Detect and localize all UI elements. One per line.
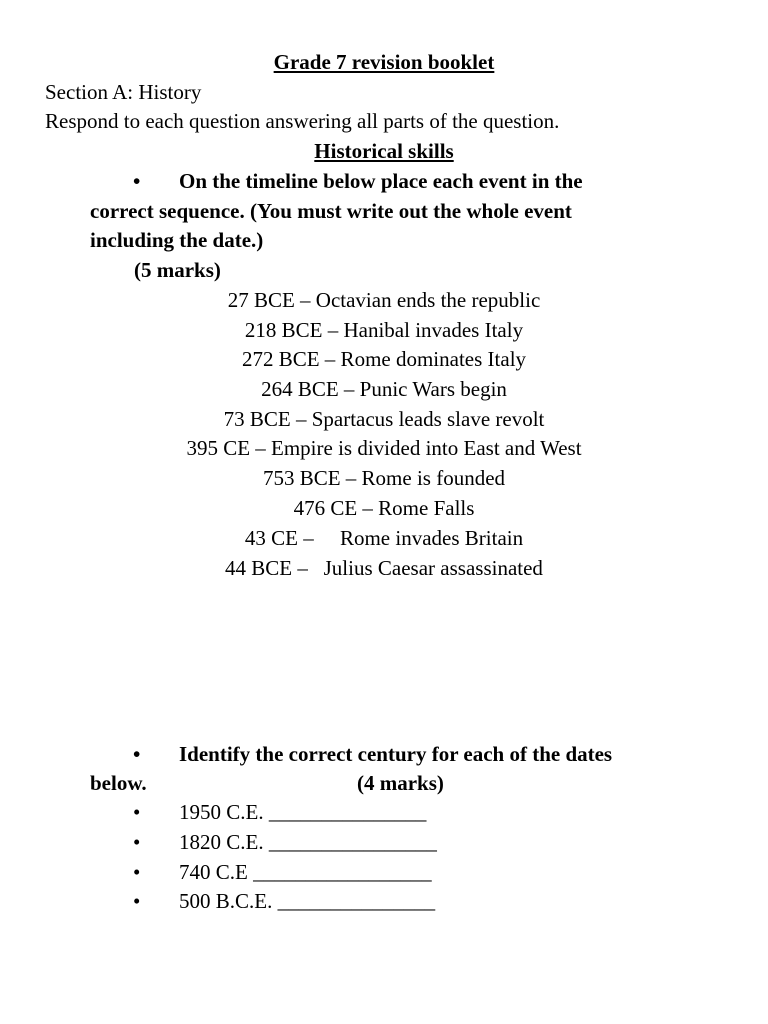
section-heading: Section A: History	[45, 80, 202, 104]
event-item: 272 BCE – Rome dominates Italy	[241, 347, 527, 371]
answer-line[interactable]: 500 B.C.E. _______________	[179, 889, 436, 913]
bullet-icon: •	[133, 742, 141, 766]
answer-line[interactable]: 1820 C.E. ________________	[179, 830, 437, 854]
bullet-icon: •	[133, 169, 141, 193]
bullet-icon: •	[133, 800, 141, 824]
event-item: 753 BCE – Rome is founded	[262, 466, 506, 490]
event-item: 43 CE – Rome invades Britain	[244, 526, 524, 550]
bullet-icon: •	[133, 860, 141, 884]
subheading: Historical skills	[314, 139, 454, 163]
question-2-line-2: below.	[90, 771, 147, 795]
question-2-line-1: Identify the correct century for each of the dates	[179, 742, 613, 766]
event-item: 395 CE – Empire is divided into East and West	[186, 436, 582, 460]
event-item: 27 BCE – Octavian ends the republic	[227, 288, 541, 312]
event-item: 476 CE – Rome Falls	[293, 496, 475, 520]
event-item: 73 BCE – Spartacus leads slave revolt	[223, 407, 545, 431]
question-1-line-3: including the date.)	[90, 228, 264, 252]
answer-line[interactable]: 1950 C.E. _______________	[179, 800, 427, 824]
document-title: Grade 7 revision booklet	[273, 50, 495, 74]
event-item: 218 BCE – Hanibal invades Italy	[244, 318, 524, 342]
question-2-marks: (4 marks)	[357, 771, 444, 795]
bullet-icon: •	[133, 889, 141, 913]
question-1-marks: (5 marks)	[134, 258, 221, 282]
question-1-line-2: correct sequence. (You must write out the whole event	[90, 199, 572, 223]
question-1-line-1: On the timeline below place each event in the	[179, 169, 583, 193]
event-item: 264 BCE – Punic Wars begin	[261, 377, 507, 401]
answer-line[interactable]: 740 C.E _________________	[179, 860, 432, 884]
bullet-icon: •	[133, 830, 141, 854]
instructions-text: Respond to each question answering all parts of the question.	[45, 109, 560, 133]
event-item: 44 BCE – Julius Caesar assassinated	[225, 556, 543, 580]
